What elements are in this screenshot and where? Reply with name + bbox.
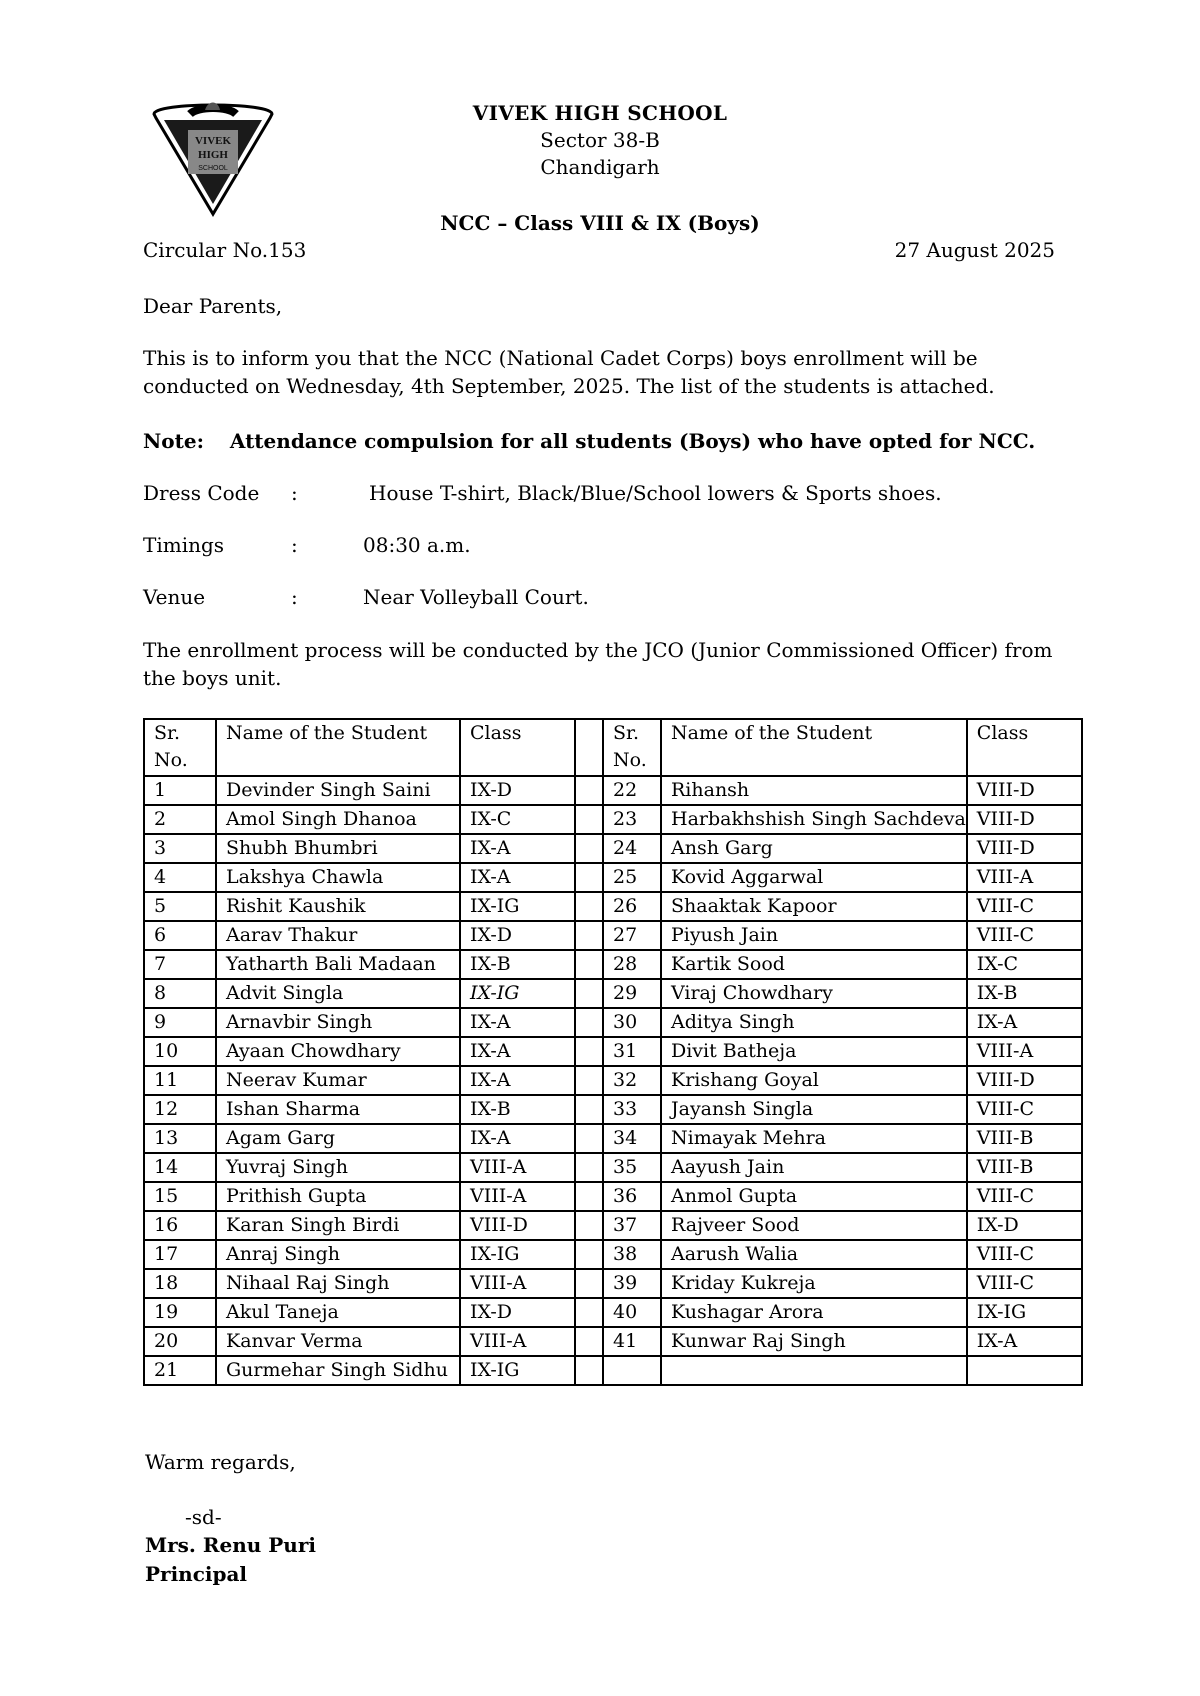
cell-class: VIII-C (967, 1182, 1082, 1211)
column-gap (575, 776, 603, 805)
cell-class: IX-A (460, 1124, 575, 1153)
table-row (144, 776, 1082, 805)
cell-student-name: Kovid Aggarwal (661, 863, 967, 892)
cell-student-name: Yatharth Bali Madaan (216, 950, 460, 979)
note (143, 427, 1073, 455)
cell-class: VIII-A (460, 1327, 575, 1356)
salutation: Dear Parents, (143, 294, 283, 318)
closing: Warm regards, (145, 1450, 296, 1474)
detail-separator: : (291, 481, 298, 505)
column-gap (575, 1037, 603, 1066)
table-row (144, 1211, 1082, 1240)
cell-class: VIII-B (967, 1124, 1082, 1153)
svg-text:VIVEK: VIVEK (194, 135, 232, 147)
cell-student-name: Ansh Garg (661, 834, 967, 863)
cell-class: IX-B (460, 950, 575, 979)
svg-text:SCHOOL: SCHOOL (198, 165, 228, 172)
cell-student-name: Anmol Gupta (661, 1182, 967, 1211)
detail-separator: : (291, 533, 298, 557)
cell-student-name: Advit Singla (216, 979, 460, 1008)
detail-key: Dress Code (143, 481, 260, 505)
column-gap (575, 1298, 603, 1327)
cell-student-name: Aarav Thakur (216, 921, 460, 950)
cell-class: IX-B (967, 979, 1082, 1008)
cell-sr-no: 26 (603, 892, 661, 921)
table-row (144, 1124, 1082, 1153)
cell-class: IX-IG (460, 892, 575, 921)
cell-class: VIII-A (460, 1153, 575, 1182)
detail-separator: : (291, 585, 298, 609)
cell-class: IX-A (460, 1008, 575, 1037)
cell-sr-no: 41 (603, 1327, 661, 1356)
student-table (143, 718, 1083, 1386)
cell-student-name: Aayush Jain (661, 1153, 967, 1182)
cell-sr-no: 3 (144, 834, 216, 863)
cell-class: VIII-D (967, 776, 1082, 805)
cell-sr-no: 20 (144, 1327, 216, 1356)
cell-sr-no: 36 (603, 1182, 661, 1211)
cell-student-name: Krishang Goyal (661, 1066, 967, 1095)
cell-student-name: Ishan Sharma (216, 1095, 460, 1124)
cell-student-name: Divit Batheja (661, 1037, 967, 1066)
cell-class: IX-IG (967, 1298, 1082, 1327)
cell-student-name: Rajveer Sood (661, 1211, 967, 1240)
cell-class: IX-D (967, 1211, 1082, 1240)
cell-student-name: Arnavbir Singh (216, 1008, 460, 1037)
cell-sr-no: 14 (144, 1153, 216, 1182)
cell-sr-no: 22 (603, 776, 661, 805)
cell-sr-no: 13 (144, 1124, 216, 1153)
column-gap (575, 1182, 603, 1211)
cell-class: VIII-A (967, 863, 1082, 892)
circular-number: Circular No.153 (143, 238, 307, 262)
column-gap (575, 1240, 603, 1269)
cell-student-name: Gurmehar Singh Sidhu (216, 1356, 460, 1385)
table-row (144, 1327, 1082, 1356)
column-gap (575, 892, 603, 921)
cell-class: VIII-C (967, 921, 1082, 950)
column-gap (575, 1356, 603, 1385)
table-row (144, 892, 1082, 921)
table-row (144, 1298, 1082, 1327)
cell-student-name: Nimayak Mehra (661, 1124, 967, 1153)
signatory-title: Principal (145, 1562, 248, 1586)
column-gap (575, 1095, 603, 1124)
column-gap (575, 1124, 603, 1153)
table-row (144, 1153, 1082, 1182)
cell-class: IX-A (460, 834, 575, 863)
column-gap (575, 1327, 603, 1356)
intro-paragraph: This is to inform you that the NCC (National Cadet Corps) boys enrollment will be conducted on Wednesday, 4th September, 2025. The list of the students is attached. (143, 346, 995, 398)
cell-sr-no: 39 (603, 1269, 661, 1298)
cell-class: VIII-D (967, 1066, 1082, 1095)
detail-value: 08:30 a.m. (363, 533, 471, 557)
cell-student-name: Rihansh (661, 776, 967, 805)
table-row (144, 921, 1082, 950)
cell-class: VIII-D (460, 1211, 575, 1240)
column-gap (575, 1008, 603, 1037)
table-row (144, 1182, 1082, 1211)
cell-student-name: Amol Singh Dhanoa (216, 805, 460, 834)
circular-subject: NCC – Class VIII & IX (Boys) (440, 211, 760, 235)
table-row (144, 979, 1082, 1008)
cell-class: IX-D (460, 921, 575, 950)
cell-sr-no: 4 (144, 863, 216, 892)
cell-sr-no: 25 (603, 863, 661, 892)
table-row (144, 1356, 1082, 1385)
cell-class: VIII-A (967, 1037, 1082, 1066)
cell-sr-no: 6 (144, 921, 216, 950)
table-row (144, 1066, 1082, 1095)
cell-student-name: Shubh Bhumbri (216, 834, 460, 863)
detail-key: Timings (143, 533, 225, 557)
column-gap (575, 834, 603, 863)
header-name: Name of the Student (216, 719, 460, 776)
cell-class: IX-D (460, 776, 575, 805)
cell-sr-no: 40 (603, 1298, 661, 1327)
cell-sr-no: 32 (603, 1066, 661, 1095)
column-gap (575, 979, 603, 1008)
cell-class: VIII-D (967, 834, 1082, 863)
table-row (144, 1037, 1082, 1066)
cell-student-name: Karan Singh Birdi (216, 1211, 460, 1240)
cell-student-name: Ayaan Chowdhary (216, 1037, 460, 1066)
cell-sr-no: 10 (144, 1037, 216, 1066)
cell-sr-no: 15 (144, 1182, 216, 1211)
cell-class: VIII-C (967, 1240, 1082, 1269)
column-gap (575, 805, 603, 834)
cell-class: IX-C (967, 950, 1082, 979)
cell-sr-no: 37 (603, 1211, 661, 1240)
cell-class: IX-A (967, 1008, 1082, 1037)
cell-sr-no: 30 (603, 1008, 661, 1037)
cell-student-name: Neerav Kumar (216, 1066, 460, 1095)
detail-key: Venue (143, 585, 206, 609)
cell-student-name: Kunwar Raj Singh (661, 1327, 967, 1356)
cell-class: IX-IG (460, 1240, 575, 1269)
cell-class: IX-B (460, 1095, 575, 1124)
cell-student-name: Devinder Singh Saini (216, 776, 460, 805)
cell-sr-no: 7 (144, 950, 216, 979)
cell-sr-no: 33 (603, 1095, 661, 1124)
cell-sr-no: 18 (144, 1269, 216, 1298)
cell-class: VIII-A (460, 1269, 575, 1298)
table-row (144, 1269, 1082, 1298)
cell-student-name: Kanvar Verma (216, 1327, 460, 1356)
cell-student-name: Viraj Chowdhary (661, 979, 967, 1008)
cell-student-name: Akul Taneja (216, 1298, 460, 1327)
signatory-name: Mrs. Renu Puri (145, 1533, 316, 1557)
header-sr-no: Sr. No. (144, 719, 216, 776)
cell-student-name: Anraj Singh (216, 1240, 460, 1269)
cell-sr-no: 29 (603, 979, 661, 1008)
address-line-2: Chandigarh (540, 155, 660, 179)
cell-sr-no: 21 (144, 1356, 216, 1385)
cell-class: IX-IG (460, 979, 575, 1008)
cell-sr-no: 28 (603, 950, 661, 979)
cell-sr-no: 8 (144, 979, 216, 1008)
cell-class: IX-A (460, 1037, 575, 1066)
cell-sr-no: 16 (144, 1211, 216, 1240)
table-row (144, 1095, 1082, 1124)
note-text: Attendance compulsion for all students (Boys) who have opted for NCC. (229, 429, 1036, 453)
cell-class: IX-A (460, 1066, 575, 1095)
table-row (144, 1240, 1082, 1269)
cell-student-name: Jayansh Singla (661, 1095, 967, 1124)
cell-sr-no: 2 (144, 805, 216, 834)
cell-sr-no: 38 (603, 1240, 661, 1269)
header-name: Name of the Student (661, 719, 967, 776)
cell-student-name: Piyush Jain (661, 921, 967, 950)
circular-date: 27 August 2025 (894, 238, 1055, 262)
cell-class: IX-D (460, 1298, 575, 1327)
cell-class: IX-A (460, 863, 575, 892)
column-gap (575, 863, 603, 892)
cell-sr-no: 9 (144, 1008, 216, 1037)
cell-student-name: Nihaal Raj Singh (216, 1269, 460, 1298)
column-gap (575, 1269, 603, 1298)
column-gap (575, 1211, 603, 1240)
cell-sr-no: 23 (603, 805, 661, 834)
table-row (144, 805, 1082, 834)
svg-text:HIGH: HIGH (198, 149, 228, 161)
cell-class: VIII-C (967, 1095, 1082, 1124)
column-gap (575, 921, 603, 950)
cell-student-name (661, 1356, 967, 1385)
cell-student-name: Prithish Gupta (216, 1182, 460, 1211)
cell-student-name: Aarush Walia (661, 1240, 967, 1269)
cell-student-name: Yuvraj Singh (216, 1153, 460, 1182)
cell-sr-no: 19 (144, 1298, 216, 1327)
cell-student-name: Harbakhshish Singh Sachdeva (661, 805, 967, 834)
cell-sr-no: 34 (603, 1124, 661, 1153)
table-header-row (144, 719, 1082, 776)
cell-sr-no: 12 (144, 1095, 216, 1124)
cell-student-name: Shaaktak Kapoor (661, 892, 967, 921)
cell-student-name: Lakshya Chawla (216, 863, 460, 892)
cell-sr-no: 24 (603, 834, 661, 863)
cell-sr-no (603, 1356, 661, 1385)
cell-sr-no: 31 (603, 1037, 661, 1066)
column-gap (575, 719, 603, 776)
cell-class: VIII-C (967, 892, 1082, 921)
table-row (144, 950, 1082, 979)
cell-student-name: Agam Garg (216, 1124, 460, 1153)
signature: -sd- (185, 1505, 222, 1529)
cell-sr-no: 5 (144, 892, 216, 921)
cell-student-name: Kushagar Arora (661, 1298, 967, 1327)
cell-student-name: Kriday Kukreja (661, 1269, 967, 1298)
cell-class: IX-C (460, 805, 575, 834)
cell-sr-no: 27 (603, 921, 661, 950)
column-gap (575, 1153, 603, 1182)
school-name: VIVEK HIGH SCHOOL (472, 101, 728, 125)
cell-class: IX-A (967, 1327, 1082, 1356)
address-line-1: Sector 38-B (540, 128, 660, 152)
cell-sr-no: 1 (144, 776, 216, 805)
cell-sr-no: 35 (603, 1153, 661, 1182)
table-row (144, 1008, 1082, 1037)
header-class: Class (460, 719, 575, 776)
detail-value: Near Volleyball Court. (363, 585, 589, 609)
table-row (144, 863, 1082, 892)
cell-student-name: Kartik Sood (661, 950, 967, 979)
header-sr-no: Sr. No. (603, 719, 661, 776)
cell-class: IX-IG (460, 1356, 575, 1385)
column-gap (575, 1066, 603, 1095)
cell-class: VIII-B (967, 1153, 1082, 1182)
header-class: Class (967, 719, 1082, 776)
table-row (144, 834, 1082, 863)
cell-student-name: Rishit Kaushik (216, 892, 460, 921)
cell-class: VIII-A (460, 1182, 575, 1211)
process-paragraph: The enrollment process will be conducted by the JCO (Junior Commissioned Officer) from the boys unit. (143, 638, 1053, 690)
cell-class: VIII-C (967, 1269, 1082, 1298)
note-label: Note: (143, 429, 204, 453)
cell-class: VIII-D (967, 805, 1082, 834)
cell-student-name: Aditya Singh (661, 1008, 967, 1037)
cell-class (967, 1356, 1082, 1385)
cell-sr-no: 11 (144, 1066, 216, 1095)
cell-sr-no: 17 (144, 1240, 216, 1269)
detail-value: House T-shirt, Black/Blue/School lowers & Sports shoes. (369, 481, 942, 505)
column-gap (575, 950, 603, 979)
